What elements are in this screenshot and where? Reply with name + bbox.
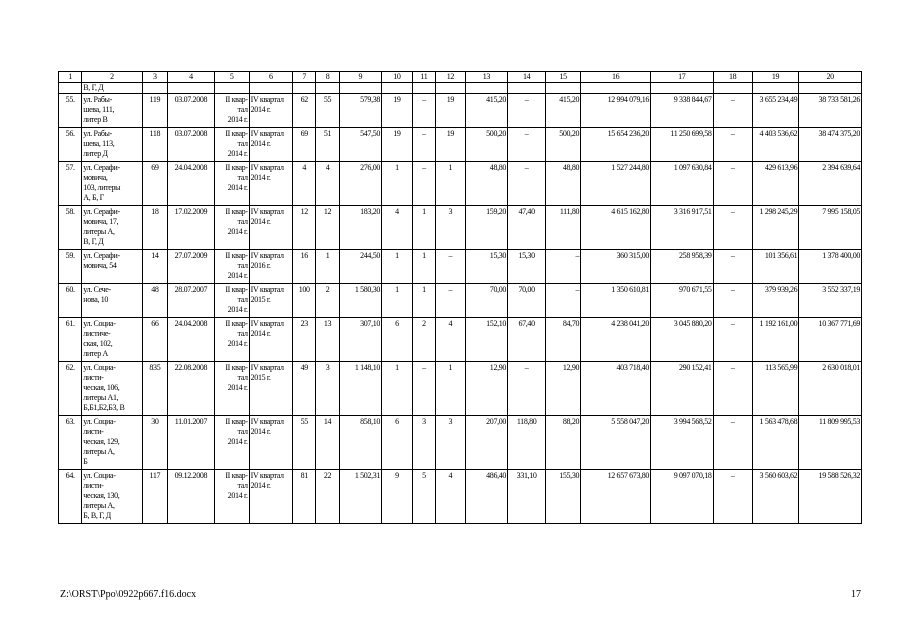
table-cell: 6 [382, 416, 413, 470]
table-cell: 55. [59, 94, 82, 128]
table-cell: 48,80 [465, 162, 507, 206]
table-cell: 9 [382, 470, 413, 524]
table-cell: 117 [142, 470, 167, 524]
table-cell: 88,20 [546, 416, 581, 470]
table-cell: 12 [316, 206, 339, 250]
empty-cell [713, 83, 752, 94]
table-cell: 19 [436, 128, 466, 162]
table-cell: 4 [316, 162, 339, 206]
table-cell: – [713, 284, 752, 318]
table-cell: 24.04.2008 [168, 162, 215, 206]
table-cell: 28.07.2007 [168, 284, 215, 318]
table-cell: ул. Социа- листиче- ская, 102, литер А [82, 318, 142, 362]
table-cell: 11 250 699,58 [651, 128, 714, 162]
table-cell: IV квартал 2014 г. [249, 206, 292, 250]
table-row [59, 206, 862, 250]
table-cell: 403 718,40 [581, 362, 651, 416]
table-cell: – [713, 362, 752, 416]
empty-cell [436, 83, 466, 94]
table-cell: 62 [293, 94, 316, 128]
table-cell: – [713, 470, 752, 524]
table-cell: ул. Серафи- мовича, 103, литеры А, Б, Г [82, 162, 142, 206]
empty-cell [59, 83, 82, 94]
table-cell: 159,20 [465, 206, 507, 250]
table-cell: – [546, 284, 581, 318]
empty-cell [339, 83, 381, 94]
column-number-cell: 12 [436, 72, 466, 83]
column-number-cell: 13 [465, 72, 507, 83]
table-cell: 1 148,10 [339, 362, 381, 416]
table-cell: 258 958,39 [651, 250, 714, 284]
table-cell: 67,40 [508, 318, 546, 362]
table-cell: 49 [293, 362, 316, 416]
table-cell: IV квартал 2016 г. [249, 250, 292, 284]
table-cell: 2 630 018,01 [799, 362, 862, 416]
empty-cell [168, 83, 215, 94]
table-cell: 2 [412, 318, 435, 362]
table-cell: – [508, 362, 546, 416]
table-cell: II квар- тал 2014 г. [214, 362, 249, 416]
table-row [59, 94, 862, 128]
table-cell: 57. [59, 162, 82, 206]
table-cell: 331,10 [508, 470, 546, 524]
table-row [59, 250, 862, 284]
column-number-cell: 1 [59, 72, 82, 83]
column-number-cell: 4 [168, 72, 215, 83]
table-cell: 500,20 [465, 128, 507, 162]
table-cell: IV квартал 2015 г. [249, 284, 292, 318]
table-cell: 183,20 [339, 206, 381, 250]
table-cell: 1 580,30 [339, 284, 381, 318]
column-number-cell: 7 [293, 72, 316, 83]
table-cell: II квар- тал 2014 г. [214, 470, 249, 524]
table-cell: 429 613,96 [752, 162, 799, 206]
table-cell: II квар- тал 2014 г. [214, 206, 249, 250]
table-cell: – [412, 362, 435, 416]
column-number-cell: 2 [82, 72, 142, 83]
column-number-cell: 11 [412, 72, 435, 83]
table-cell: 3 655 234,49 [752, 94, 799, 128]
table-cell: – [436, 284, 466, 318]
table-cell: ул. Социа- листи- ческая, 129, литеры А, Б [82, 416, 142, 470]
table-cell: II квар- тал 2014 г. [214, 162, 249, 206]
table-cell: 415,20 [546, 94, 581, 128]
table-cell: 55 [293, 416, 316, 470]
table-cell: 9 097 070,18 [651, 470, 714, 524]
column-number-cell: 16 [581, 72, 651, 83]
table-cell: 379 939,26 [752, 284, 799, 318]
empty-cell [799, 83, 862, 94]
table-cell: 10 367 771,69 [799, 318, 862, 362]
table-cell: 3 [436, 206, 466, 250]
table-cell: 19 [382, 94, 413, 128]
table-cell: 12 994 079,16 [581, 94, 651, 128]
column-number-cell: 9 [339, 72, 381, 83]
table-cell: ул. Серафи- мовича, 17, литеры А, В, Г, Д [82, 206, 142, 250]
table-cell: II квар- тал 2014 г. [214, 94, 249, 128]
table-cell: II квар- тал 2014 г. [214, 318, 249, 362]
table-cell: 12 657 673,80 [581, 470, 651, 524]
table-cell: 1 [436, 362, 466, 416]
table-cell: 64. [59, 470, 82, 524]
table-cell: 11.01.2007 [168, 416, 215, 470]
table-cell: 1 [412, 250, 435, 284]
table-cell: 38 474 375,20 [799, 128, 862, 162]
table-cell: 1 298 245,29 [752, 206, 799, 250]
table-cell: 4 [436, 470, 466, 524]
table-cell: 70,00 [508, 284, 546, 318]
table-row [59, 128, 862, 162]
table-cell: 03.07.2008 [168, 94, 215, 128]
table-cell: 19 588 526,32 [799, 470, 862, 524]
table-cell: 113 565,99 [752, 362, 799, 416]
table-cell: 3 045 880,20 [651, 318, 714, 362]
column-number-cell: 10 [382, 72, 413, 83]
table-cell: 1 [382, 284, 413, 318]
table-cell: 18 [142, 206, 167, 250]
column-number-cell: 18 [713, 72, 752, 83]
table-cell: 24.04.2008 [168, 318, 215, 362]
table-cell: – [713, 94, 752, 128]
table-cell: 500,20 [546, 128, 581, 162]
table-cell: 1 563 478,68 [752, 416, 799, 470]
table-row [59, 284, 862, 318]
table-cell: ул. Рабы- шева, 113, литер Д [82, 128, 142, 162]
table-row [59, 470, 862, 524]
table-cell: 207,00 [465, 416, 507, 470]
table-cell: 1 [382, 362, 413, 416]
table-cell: 970 671,55 [651, 284, 714, 318]
table-cell: 155,30 [546, 470, 581, 524]
table-cell: 100 [293, 284, 316, 318]
empty-cell [382, 83, 413, 94]
table-cell: 307,10 [339, 318, 381, 362]
table-cell: 5 [412, 470, 435, 524]
table-cell: II квар- тал 2014 г. [214, 128, 249, 162]
table-cell: 59. [59, 250, 82, 284]
table-cell: 60. [59, 284, 82, 318]
table-cell: 38 733 581,26 [799, 94, 862, 128]
column-number-cell: 15 [546, 72, 581, 83]
table-cell: 3 [412, 416, 435, 470]
table-cell: 4 238 041,20 [581, 318, 651, 362]
table-cell: 3 [316, 362, 339, 416]
table-cell: 9 338 844,67 [651, 94, 714, 128]
column-number-cell: 19 [752, 72, 799, 83]
table-cell: 415,20 [465, 94, 507, 128]
table-cell: 22 [316, 470, 339, 524]
table-row [59, 318, 862, 362]
table-cell: 7 995 158,05 [799, 206, 862, 250]
table-cell: 2 394 639,64 [799, 162, 862, 206]
table-cell: 152,10 [465, 318, 507, 362]
footer-file-path: Z:\ORST\Ppo\0922p667.f16.docx [60, 589, 197, 600]
empty-cell [465, 83, 507, 94]
table-cell: 4 [293, 162, 316, 206]
table-cell: 360 315,00 [581, 250, 651, 284]
empty-cell [581, 83, 651, 94]
table-cell: 4 [382, 206, 413, 250]
table-cell: 61. [59, 318, 82, 362]
table-cell: – [508, 162, 546, 206]
table-cell: 47,40 [508, 206, 546, 250]
table-cell: 835 [142, 362, 167, 416]
table-cell: – [508, 128, 546, 162]
table-cell: – [713, 250, 752, 284]
table-cell: 858,10 [339, 416, 381, 470]
column-number-cell: 3 [142, 72, 167, 83]
table-cell: 118 [142, 128, 167, 162]
empty-cell [316, 83, 339, 94]
table-cell: 22.08.2008 [168, 362, 215, 416]
table-row [59, 362, 862, 416]
empty-cell [293, 83, 316, 94]
page-number: 17 [851, 589, 861, 600]
table-cell: 1 192 161,00 [752, 318, 799, 362]
table-cell: – [713, 318, 752, 362]
table-cell: 276,00 [339, 162, 381, 206]
table-cell: 15,30 [465, 250, 507, 284]
table-cell: 2 [316, 284, 339, 318]
table-row [59, 416, 862, 470]
table-cell: 3 316 917,51 [651, 206, 714, 250]
table-cell: 111,80 [546, 206, 581, 250]
column-number-cell: 6 [249, 72, 292, 83]
table-cell: 48 [142, 284, 167, 318]
table-cell: 1 350 610,81 [581, 284, 651, 318]
table-cell: 55 [316, 94, 339, 128]
table-cell: – [713, 416, 752, 470]
empty-cell [546, 83, 581, 94]
table-cell: 15,30 [508, 250, 546, 284]
continuation-address-cell: В, Г, Д [82, 83, 142, 94]
table-cell: 1 [412, 206, 435, 250]
table-cell: 1 527 244,80 [581, 162, 651, 206]
table-header-row [59, 72, 862, 83]
table-cell: IV квартал 2015 г. [249, 362, 292, 416]
column-number-cell: 20 [799, 72, 862, 83]
table-cell: 56. [59, 128, 82, 162]
column-number-cell: 17 [651, 72, 714, 83]
table-cell: – [508, 94, 546, 128]
table-cell: 1 378 400,00 [799, 250, 862, 284]
table-cell: ул. Социа- листи- ческая, 130, литеры А, Б, В, Г, Д [82, 470, 142, 524]
table-cell: 1 097 630,84 [651, 162, 714, 206]
column-number-cell: 5 [214, 72, 249, 83]
table-cell: – [412, 162, 435, 206]
table-cell: 4 403 536,62 [752, 128, 799, 162]
table-cell: 12,90 [546, 362, 581, 416]
column-number-cell: 8 [316, 72, 339, 83]
table-cell: ул. Сече- нова, 10 [82, 284, 142, 318]
table-cell: 70,00 [465, 284, 507, 318]
table-cell: 09.12.2008 [168, 470, 215, 524]
table-cell: ул. Социа- листи- ческая, 106, литеры А1, Б,Б1,Б2,Б3, В [82, 362, 142, 416]
empty-cell [249, 83, 292, 94]
table-cell: 58. [59, 206, 82, 250]
table-cell: 12 [293, 206, 316, 250]
table-cell: 1 [436, 162, 466, 206]
empty-cell [412, 83, 435, 94]
table-cell: 48,80 [546, 162, 581, 206]
table-cell: 23 [293, 318, 316, 362]
table-cell: 547,50 [339, 128, 381, 162]
table-cell: II квар- тал 2014 г. [214, 250, 249, 284]
empty-cell [508, 83, 546, 94]
table-cell: 5 558 047,20 [581, 416, 651, 470]
table-cell: ул. Серафи- мовича, 54 [82, 250, 142, 284]
table-cell: II квар- тал 2014 г. [214, 284, 249, 318]
table-cell: 1 [382, 162, 413, 206]
table-cell: 19 [436, 94, 466, 128]
table-cell: – [412, 128, 435, 162]
table-cell: IV квартал 2014 г. [249, 470, 292, 524]
table-cell: IV квартал 2014 г. [249, 162, 292, 206]
empty-cell [214, 83, 249, 94]
table-cell: – [546, 250, 581, 284]
table-cell: 244,50 [339, 250, 381, 284]
empty-cell [752, 83, 799, 94]
data-table [58, 71, 862, 524]
table-cell: 1 [412, 284, 435, 318]
table-cell: 118,80 [508, 416, 546, 470]
table-cell: 15 654 236,20 [581, 128, 651, 162]
table-cell: 69 [142, 162, 167, 206]
table-cell: 290 152,41 [651, 362, 714, 416]
table-cell: 19 [382, 128, 413, 162]
table-cell: – [713, 128, 752, 162]
table-cell: 12,90 [465, 362, 507, 416]
table-cell: 11 809 995,53 [799, 416, 862, 470]
table-cell: 84,70 [546, 318, 581, 362]
table-cell: 13 [316, 318, 339, 362]
table-row [59, 162, 862, 206]
table-cell: II квар- тал 2014 г. [214, 416, 249, 470]
table-cell: 51 [316, 128, 339, 162]
table-cell: 3 994 568,52 [651, 416, 714, 470]
table-cell: 3 [436, 416, 466, 470]
table-cell: 6 [382, 318, 413, 362]
table-cell: 17.02.2009 [168, 206, 215, 250]
table-cell: 119 [142, 94, 167, 128]
table-cell: 30 [142, 416, 167, 470]
table-cell: 03.07.2008 [168, 128, 215, 162]
empty-cell [142, 83, 167, 94]
table-cell: 14 [142, 250, 167, 284]
table-cell: 3 560 603,62 [752, 470, 799, 524]
table-cell: 3 552 337,19 [799, 284, 862, 318]
table-cell: – [412, 94, 435, 128]
table-cell: IV квартал 2014 г. [249, 128, 292, 162]
table-row-continuation [59, 83, 862, 94]
empty-cell [651, 83, 714, 94]
table-cell: 63. [59, 416, 82, 470]
table-cell: ул. Рабы- шева, 111, литер В [82, 94, 142, 128]
table-cell: – [713, 206, 752, 250]
table-cell: 81 [293, 470, 316, 524]
table-cell: IV квартал 2014 г. [249, 94, 292, 128]
table-cell: 1 502,31 [339, 470, 381, 524]
table-cell: 1 [382, 250, 413, 284]
table-cell: 66 [142, 318, 167, 362]
table-cell: – [436, 250, 466, 284]
table-cell: 14 [316, 416, 339, 470]
table-cell: 69 [293, 128, 316, 162]
table-cell: 101 356,61 [752, 250, 799, 284]
table-cell: 4 [436, 318, 466, 362]
table-cell: 4 615 162,80 [581, 206, 651, 250]
table-cell: 1 [316, 250, 339, 284]
table-cell: 27.07.2009 [168, 250, 215, 284]
table-cell: 579,38 [339, 94, 381, 128]
table-cell: IV квартал 2014 г. [249, 318, 292, 362]
table-cell: 16 [293, 250, 316, 284]
table-cell: 62. [59, 362, 82, 416]
table-cell: 486,40 [465, 470, 507, 524]
column-number-cell: 14 [508, 72, 546, 83]
table-cell: – [713, 162, 752, 206]
table-cell: IV квартал 2014 г. [249, 416, 292, 470]
